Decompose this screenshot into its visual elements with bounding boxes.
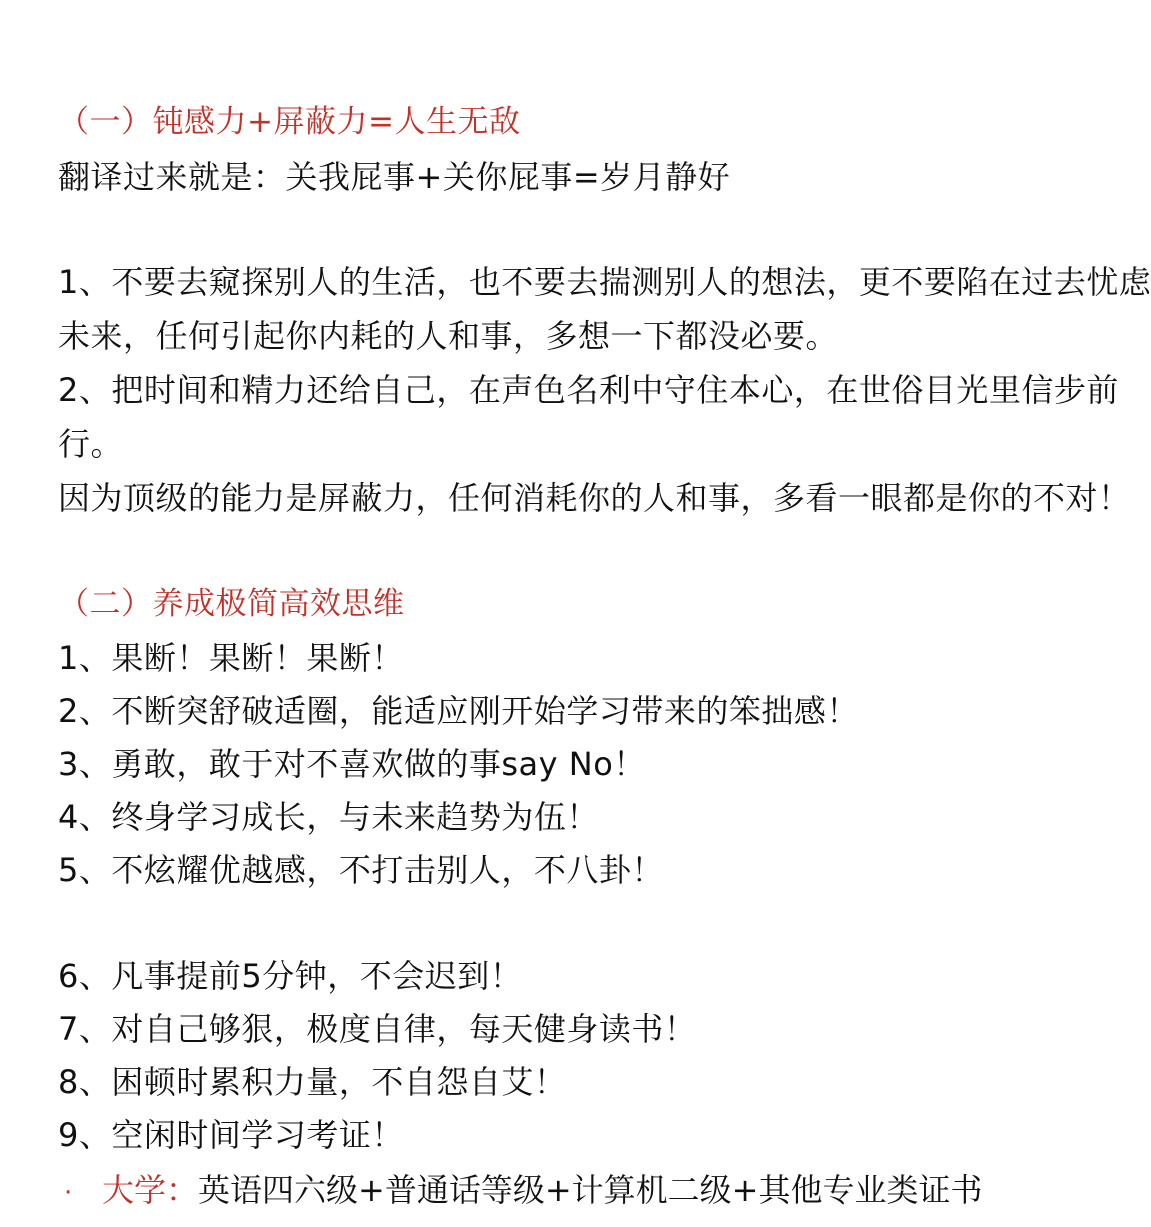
section-1-line: 1、不要去窥探别人的生活，也不要去揣测别人的想法，更不要陷在过去忧虑 <box>58 263 1151 301</box>
section-1-heading: （一）钝感力+屏蔽力=人生无敌 <box>58 104 521 140</box>
section-1-subtitle: 翻译过来就是：关我屁事+关你屁事=岁月静好 <box>58 158 731 196</box>
section-1-line: 行。 <box>58 425 124 463</box>
list-item: 7、对自己够狠，极度自律，每天健身读书！ <box>58 1010 697 1048</box>
section-1-line: 未来，任何引起你内耗的人和事，多想一下都没必要。 <box>58 317 839 355</box>
section-1-line: 因为顶级的能力是屏蔽力，任何消耗你的人和事，多看一眼都是你的不对！ <box>58 479 1131 517</box>
list-item: 5、不炫耀优越感，不打击别人，不八卦！ <box>58 851 664 889</box>
section-1-line: 2、把时间和精力还给自己，在声色名利中守住本心，在世俗目光里信步前 <box>58 371 1119 409</box>
list-item: 8、困顿时累积力量，不自怨自艾！ <box>58 1063 567 1101</box>
list-item: 3、勇敢，敢于对不喜欢做的事say No！ <box>58 745 646 783</box>
bullet-text: 英语四六级+普通话等级+计算机二级+其他专业类证书 <box>198 1171 983 1209</box>
section-2-heading: （二）养成极简高效思维 <box>58 586 405 622</box>
list-item: 1、果断！果断！果断！ <box>58 639 404 677</box>
bullet-item <box>64 1170 982 1210</box>
list-item: 2、不断突舒破适圈，能适应刚开始学习带来的笨拙感！ <box>58 692 859 730</box>
bullet-label: 大学： <box>102 1171 199 1209</box>
list-item: 9、空闲时间学习考证！ <box>58 1116 404 1154</box>
list-item: 6、凡事提前5分钟，不会迟到！ <box>58 957 523 995</box>
list-item: 4、终身学习成长，与未来趋势为伍！ <box>58 798 599 836</box>
bullet-dot-icon: · <box>64 1178 73 1208</box>
